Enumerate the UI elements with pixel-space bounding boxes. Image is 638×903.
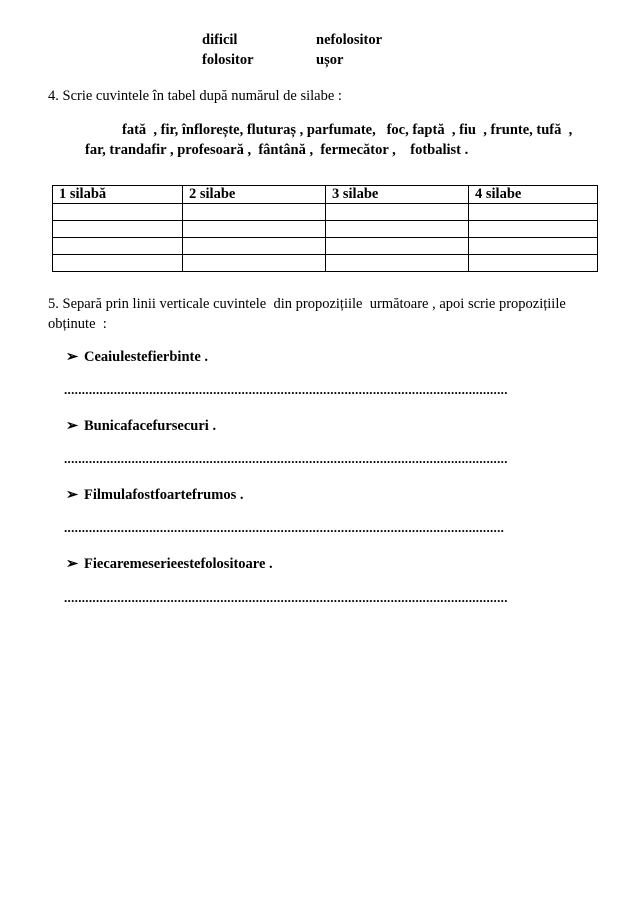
table-cell[interactable] <box>183 255 326 272</box>
table-cell[interactable] <box>183 204 326 221</box>
word-left-1: dificil <box>202 32 238 48</box>
table-cell[interactable] <box>326 204 469 221</box>
table-cell[interactable] <box>326 221 469 238</box>
task4-instruction: 4. Scrie cuvintele în tabel după numărul de silabe : <box>48 88 342 104</box>
table-row <box>53 221 598 238</box>
answer-dotted-line[interactable]: ............................................................................................................................. <box>64 382 508 397</box>
table-cell[interactable] <box>183 238 326 255</box>
sentence-item-3 <box>66 487 243 504</box>
word-right-1: nefolositor <box>316 32 383 48</box>
word-right-2: ușor <box>316 52 344 68</box>
sentence-item-2 <box>66 418 216 435</box>
task5-instruction-line2: obținute : <box>48 316 107 332</box>
sentence-text: Ceaiulestefierbinte . <box>84 349 209 365</box>
header-3-syllables: 3 silabe <box>326 186 469 204</box>
table-cell[interactable] <box>469 204 598 221</box>
header-1-syllable: 1 silabă <box>53 186 183 204</box>
sentence-item-1 <box>66 349 208 366</box>
table-cell[interactable] <box>53 221 183 238</box>
header-4-syllables: 4 silabe <box>469 186 598 204</box>
arrow-bullet-icon: ➢ <box>66 556 79 572</box>
syllable-table <box>52 185 598 272</box>
answer-dotted-line[interactable]: ............................................................................................................................. <box>64 451 508 466</box>
word-left-2: folositor <box>202 52 254 68</box>
table-cell[interactable] <box>53 204 183 221</box>
arrow-bullet-icon: ➢ <box>66 418 79 434</box>
sentence-text: Bunicafacefursecuri . <box>84 418 217 434</box>
sentence-text: Filmulafostfoartefrumos . <box>84 487 244 503</box>
table-cell[interactable] <box>183 221 326 238</box>
answer-dotted-line[interactable]: ............................................................................................................................ <box>64 520 505 535</box>
sentence-text: Fiecaremeserieestefolositoare . <box>84 556 273 572</box>
header-2-syllables: 2 silabe <box>183 186 326 204</box>
table-row <box>53 204 598 221</box>
table-cell[interactable] <box>53 255 183 272</box>
table-header-row <box>53 186 598 204</box>
table-cell[interactable] <box>469 221 598 238</box>
table-row <box>53 255 598 272</box>
table-row <box>53 238 598 255</box>
task4-words-line2: far, trandafir , profesoară , fântână , fermecător , fotbalist . <box>85 142 469 158</box>
table-cell[interactable] <box>326 238 469 255</box>
task5-instruction-line1: 5. Separă prin linii verticale cuvintele din propozițiile următoare , apoi scrie propozițiile <box>48 296 566 312</box>
table-cell[interactable] <box>469 238 598 255</box>
table-cell[interactable] <box>469 255 598 272</box>
sentence-item-4 <box>66 556 273 573</box>
answer-dotted-line[interactable]: ............................................................................................................................. <box>64 590 508 605</box>
table-cell[interactable] <box>326 255 469 272</box>
arrow-bullet-icon: ➢ <box>66 349 79 365</box>
table-cell[interactable] <box>53 238 183 255</box>
task4-words-line1: fată , fir, înflorește, fluturaș , parfumate, foc, faptă , fiu , frunte, tufă , <box>122 122 573 138</box>
arrow-bullet-icon: ➢ <box>66 487 79 503</box>
